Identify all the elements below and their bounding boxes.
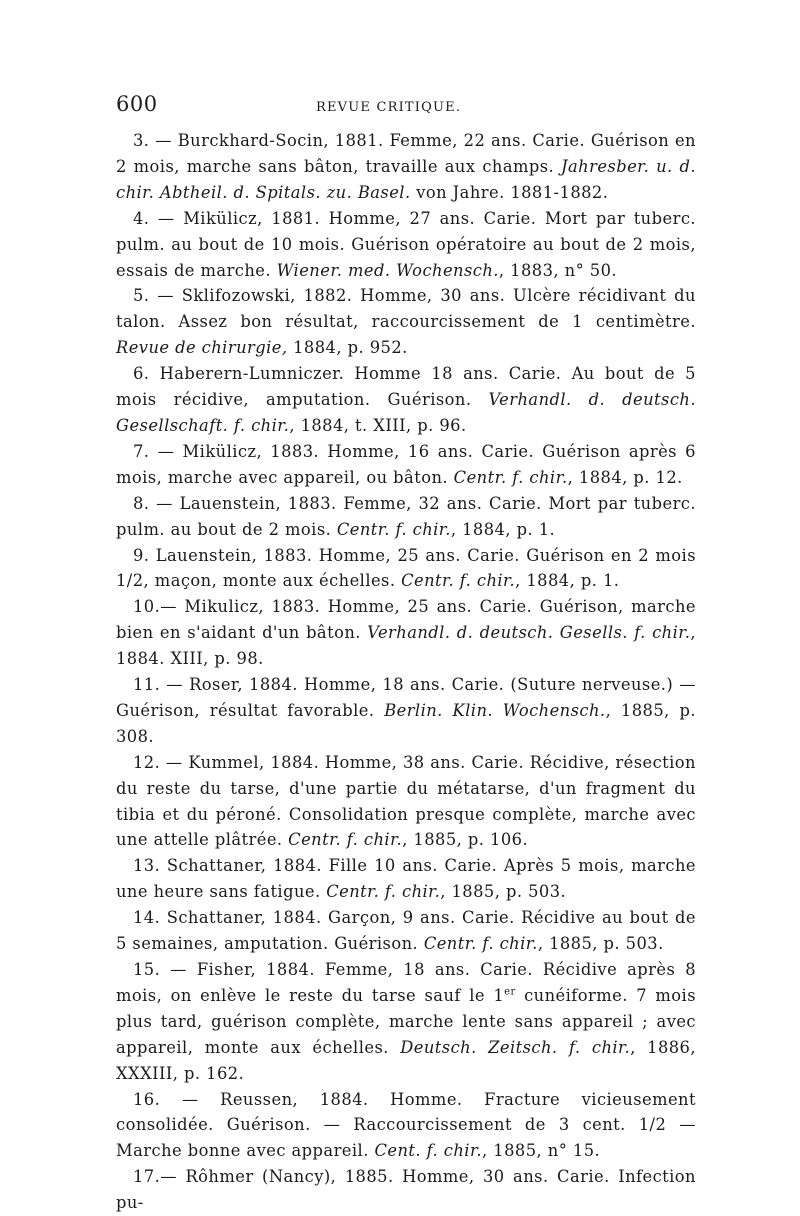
entry-text: Lauenstein, 1883. Femme, 32 ans. Carie. Mort par tuberc. pulm. au bout de 2 mois. bbox=[116, 493, 697, 539]
case-entry-11 bbox=[116, 672, 696, 750]
entry-number: 15. — bbox=[133, 960, 197, 979]
entry-number: 14. bbox=[133, 908, 167, 928]
case-entry-6 bbox=[116, 361, 696, 439]
entry-text: Schattaner, 1884. Fille 10 ans. Carie. Après 5 mois, marche une heure sans fatigue. bbox=[116, 856, 697, 902]
entry-reference: Wiener. med. Wochensch. bbox=[276, 260, 499, 280]
entry-number: 8. — bbox=[133, 493, 180, 513]
entry-citation: , 1885, p. 503. bbox=[440, 882, 567, 902]
entry-number: 5. — bbox=[133, 286, 182, 306]
entry-citation: , 1884, t. XIII, p. 96. bbox=[289, 415, 467, 435]
entry-number: 10.— bbox=[133, 597, 185, 617]
case-entry-9 bbox=[116, 543, 696, 595]
case-entry-12 bbox=[116, 750, 696, 854]
entry-number: 12. — bbox=[133, 752, 189, 772]
case-entry-5 bbox=[116, 283, 696, 361]
entry-citation: , 1886, XXXIII, p. 162. bbox=[116, 1037, 696, 1083]
entry-citation: , 1885, n° 15. bbox=[482, 1141, 601, 1161]
entry-text: Fisher, 1884. Femme, 18 ans. Carie. Récidive après 8 mois, on enlève le reste du tarse sauf le 1 bbox=[116, 960, 696, 1005]
entry-text: Rôhmer (Nancy), 1885. Homme, 30 ans. Carie. Infection pu- bbox=[116, 1167, 696, 1213]
case-entry-16 bbox=[116, 1087, 696, 1165]
entry-reference: Centr. f. chir. bbox=[453, 467, 568, 487]
entry-reference: Revue de chirurgie, bbox=[116, 338, 288, 358]
entry-reference: Cent. f. chir. bbox=[374, 1141, 483, 1161]
entry-text: Mikülicz, 1881. Homme, 27 ans. Carie. Mort par tuberc. pulm. au bout de 10 mois. Guérison opératoire au bout de 2 mois, essais de marche. bbox=[116, 208, 697, 280]
entry-citation: , 1883, n° 50. bbox=[498, 260, 618, 280]
case-entry-17 bbox=[116, 1164, 696, 1216]
entry-citation: , 1884, p. 1. bbox=[450, 519, 556, 539]
entry-text: Roser, 1884. Homme, 18 ans. Carie. (Suture nerveuse.) — Guérison, résultat favorable. bbox=[116, 675, 696, 720]
case-entry-7 bbox=[116, 439, 696, 491]
case-entry-4 bbox=[116, 206, 696, 284]
entry-number: 3. — bbox=[133, 131, 178, 150]
entry-reference: Deutsch. Zeitsch. f. chir. bbox=[400, 1037, 631, 1057]
page-number: 600 bbox=[116, 92, 158, 116]
entry-citation: , 1884, p. 1. bbox=[515, 571, 620, 591]
entry-citation: , 1885, p. 503. bbox=[537, 934, 664, 954]
entry-citation: 1884, p. 952. bbox=[287, 338, 408, 358]
entry-citation: , 1885, p. 106. bbox=[402, 830, 529, 850]
case-entry-15 bbox=[116, 957, 696, 1087]
entry-number: 17.— bbox=[133, 1167, 186, 1187]
entry-reference: Centr. f. chir. bbox=[423, 934, 538, 954]
entry-citation: , 1885, p. 308. bbox=[116, 700, 697, 746]
entry-number: 16. — bbox=[133, 1089, 221, 1109]
ordinal-superscript: er bbox=[504, 986, 516, 998]
entry-text: Haberern-Lumniczer. Homme 18 ans. Carie. Au bout de 5 mois récidive, amputation. Guérison. bbox=[116, 364, 696, 410]
entry-text: Lauenstein, 1883. Homme, 25 ans. Carie. Guérison en 2 mois 1/2, maçon, monte aux échelles. bbox=[116, 545, 697, 591]
entry-reference: Centr. f. chir. bbox=[336, 519, 451, 539]
entry-citation: von Jahre. 1881-1882. bbox=[410, 182, 609, 202]
case-entry-14 bbox=[116, 905, 696, 957]
entry-citation: , 1884. XIII, p. 98. bbox=[116, 623, 696, 669]
entry-text: Schattaner, 1884. Garçon, 9 ans. Carie. Récidive au bout de 5 semaines, amputation. Guérison. bbox=[116, 908, 697, 954]
page-header bbox=[116, 92, 696, 124]
entry-number: 7. — bbox=[133, 441, 183, 461]
entry-reference: Berlin. Klin. Wochensch. bbox=[384, 700, 606, 720]
case-list bbox=[116, 128, 696, 1216]
case-entry-3 bbox=[116, 128, 696, 206]
case-entry-13 bbox=[116, 853, 696, 905]
entry-text: Reussen, 1884. Homme. Fracture vicieusement consolidée. Guérison. — Raccourcissement de 3 cent. 1/2 — Marche bonne avec appareil. bbox=[116, 1089, 696, 1161]
case-entry-10 bbox=[116, 594, 696, 672]
entry-reference: Verhandl. d. deutsch. Gesells. f. chir. bbox=[367, 623, 691, 643]
entry-reference: Jahresber. u. d. chir. Abtheil. d. Spitals. zu. Basel. bbox=[116, 156, 696, 202]
entry-reference: Verhandl. d. deutsch. Gesellschaft. f. chir. bbox=[116, 390, 696, 435]
entry-number: 4. — bbox=[133, 208, 184, 228]
entry-text: Burckhard-Socin, 1881. Femme, 22 ans. Carie. Guérison en 2 mois, marche sans bâton, travaille aux champs. bbox=[116, 131, 696, 176]
entry-reference: Centr. f. chir. bbox=[326, 882, 441, 902]
entry-number: 6. bbox=[133, 364, 160, 384]
entry-text-continued: cunéiforme. 7 mois plus tard, guérison complète, marche lente sans appareil ; avec appareil, monte aux échelles. bbox=[116, 985, 696, 1057]
entry-text: Mikulicz, 1883. Homme, 25 ans. Carie. Guérison, marche bien en s'aidant d'un bâton. bbox=[116, 597, 696, 643]
entry-reference: Centr. f. chir. bbox=[288, 830, 403, 850]
entry-number: 9. bbox=[133, 545, 156, 565]
entry-number: 13. bbox=[133, 856, 167, 876]
entry-text: Sklifozowski, 1882. Homme, 30 ans. Ulcère récidivant du talon. Assez bon résultat, raccourcissement de 1 centimètre. bbox=[116, 286, 696, 332]
running-title: REVUE CRITIQUE. bbox=[316, 100, 462, 115]
entry-text: Mikülicz, 1883. Homme, 16 ans. Carie. Guérison après 6 mois, marche avec appareil, ou bâton. bbox=[116, 441, 696, 487]
entry-reference: Centr. f. chir. bbox=[401, 571, 516, 591]
entry-citation: , 1884, p. 12. bbox=[567, 467, 683, 487]
entry-text: Kummel, 1884. Homme, 38 ans. Carie. Récidive, résection du reste du tarse, d'une partie du métatarse, d'un fragment du tibia et du péroné. Consolidation presque complète, marche avec une attelle plâtrée. bbox=[116, 752, 696, 850]
case-entry-8 bbox=[116, 491, 696, 543]
entry-number: 11. — bbox=[133, 675, 190, 695]
